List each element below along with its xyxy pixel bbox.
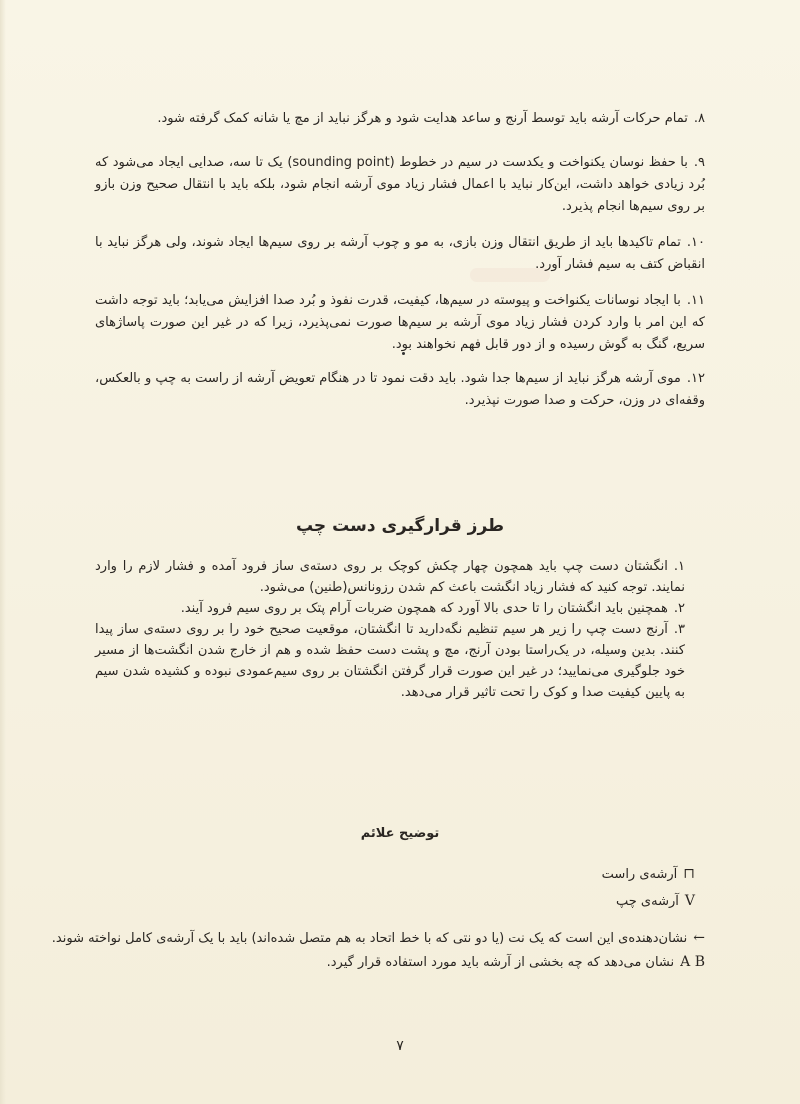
- list-item-9: [95, 152, 705, 218]
- item-number: ۸.: [693, 111, 705, 126]
- legend-row-up-bow: [602, 864, 695, 885]
- item-number: ۱۱.: [686, 293, 705, 308]
- bow-section-symbol: A B: [680, 954, 705, 970]
- page-edge-shadow: [0, 0, 6, 1104]
- item-text: انگشتان دست چپ باید همچون چهار چکش کوچک بر روی دسته‌ی ساز فرود آمده و فشار لازم را وارد نمایند. توجه کنید که فشار زیاد انگشت باعث کم شدن رزونانس(طنین) می‌شود.: [95, 559, 685, 595]
- item-number: ۳.: [673, 622, 685, 637]
- arrow-left-icon: ←: [693, 930, 705, 946]
- item-text: موی آرشه هرگز نباید از سیم‌ها جدا شود. باید دقت نمود تا در هنگام تعویض آرشه از راست به چپ و بالعکس، وقفه‌ای در وزن، حرکت و صدا صورت نپذیرد.: [95, 371, 705, 408]
- legend-row-bow-section: [327, 952, 705, 973]
- item-number: ۱.: [673, 559, 685, 574]
- item-number: ۹.: [693, 155, 705, 170]
- left-hand-item-2: [95, 598, 685, 619]
- stray-dot: [402, 352, 405, 355]
- legend-row-down-bow: [616, 891, 695, 912]
- list-item-11: [95, 290, 705, 356]
- item-number: ۲.: [673, 601, 685, 616]
- legend-title: توضیح علائم: [360, 826, 440, 841]
- page-number: ۷: [396, 1038, 404, 1054]
- legend-text: آرشه‌ی راست: [601, 867, 678, 882]
- legend-text: نشان می‌دهد که چه بخشی از آرشه باید مورد استفاده قرار گیرد.: [326, 955, 675, 970]
- legend-text: آرشه‌ی چپ: [616, 894, 679, 909]
- list-item-8: [95, 108, 705, 130]
- up-bow-symbol-icon: ⊓: [683, 866, 695, 882]
- legend-text: نشان‌دهنده‌ی این است که یک نت (یا دو نتی که با خط اتحاد به هم متصل شده‌اند) باید با یک آرشه‌ی کامل نواخته شوند.: [51, 931, 688, 946]
- section-title: طرز قرارگیری دست چپ: [295, 516, 505, 536]
- item-text: با حفظ نوسان یکنواخت و یکدست در سیم در خطوط (sounding point) یک تا سه، صدایی ایجاد می‌شود که بُرد زیادی خواهد داشت، این‌کار نباید با اعمال فشار زیاد موی آرشه انجام شود، بلکه باید با انتقال صحیح وزن بازو بر روی سیم‌ها انجام پذیرد.: [95, 155, 705, 214]
- list-item-10: [95, 232, 705, 276]
- list-item-12: [95, 368, 705, 412]
- item-number: ۱۲.: [686, 371, 705, 386]
- down-bow-symbol-icon: V: [684, 893, 695, 909]
- item-text: آرنج دست چپ را زیر هر سیم تنظیم نگه‌دارید تا انگشتان، موقعیت صحیح خود را بر روی دسته‌ی ساز پیدا کنند. بدین وسیله، در یک‌راستا بودن آرنج، مچ و پشت دست حفظ شده و هم از خارج شدن انگشت‌ها از مسیر خود جلوگیری می‌نمایید؛ در غیر این صورت قرار گرفتن انگشتان بر روی سیم‌عمودی نبوده و کشیده شدن سیم به پایین کیفیت صدا و کوک را تحت تاثیر قرار می‌دهد.: [95, 622, 685, 700]
- left-hand-item-1: [95, 556, 685, 598]
- item-text: تمام حرکات آرشه باید توسط آرنج و ساعد هدایت شود و هرگز نباید از مچ یا شانه کمک گرفته شود.: [157, 111, 688, 126]
- legend-row-full-bow: [52, 928, 705, 949]
- item-text: تمام تاکیدها باید از طریق انتقال وزن بازی، به مو و چوب آرشه بر روی سیم‌ها ایجاد شوند، ولی هرگز نباید با انقباض کتف به سیم فشار آورد.: [95, 235, 705, 272]
- item-number: ۱۰.: [686, 235, 705, 250]
- left-hand-item-3: [95, 619, 685, 703]
- item-text: همچنین باید انگشتان را تا حدی بالا آورد که همچون ضربات آرام پتک بر روی سیم فرود آیند.: [180, 601, 668, 616]
- item-text: با ایجاد نوسانات یکنواخت و پیوسته در سیم‌ها، کیفیت، قدرت نفوذ و بُرد صدا افزایش می‌یابد؛ باید توجه داشت که این امر با وارد کردن فشار زیاد موی آرشه بر سیم‌ها صورت نمی‌پذیرد، زیرا که در غیر این صورت پاساژهای سریع، گنگ به گوش رسیده و از دور قابل فهم نخواهند بود.: [95, 293, 705, 352]
